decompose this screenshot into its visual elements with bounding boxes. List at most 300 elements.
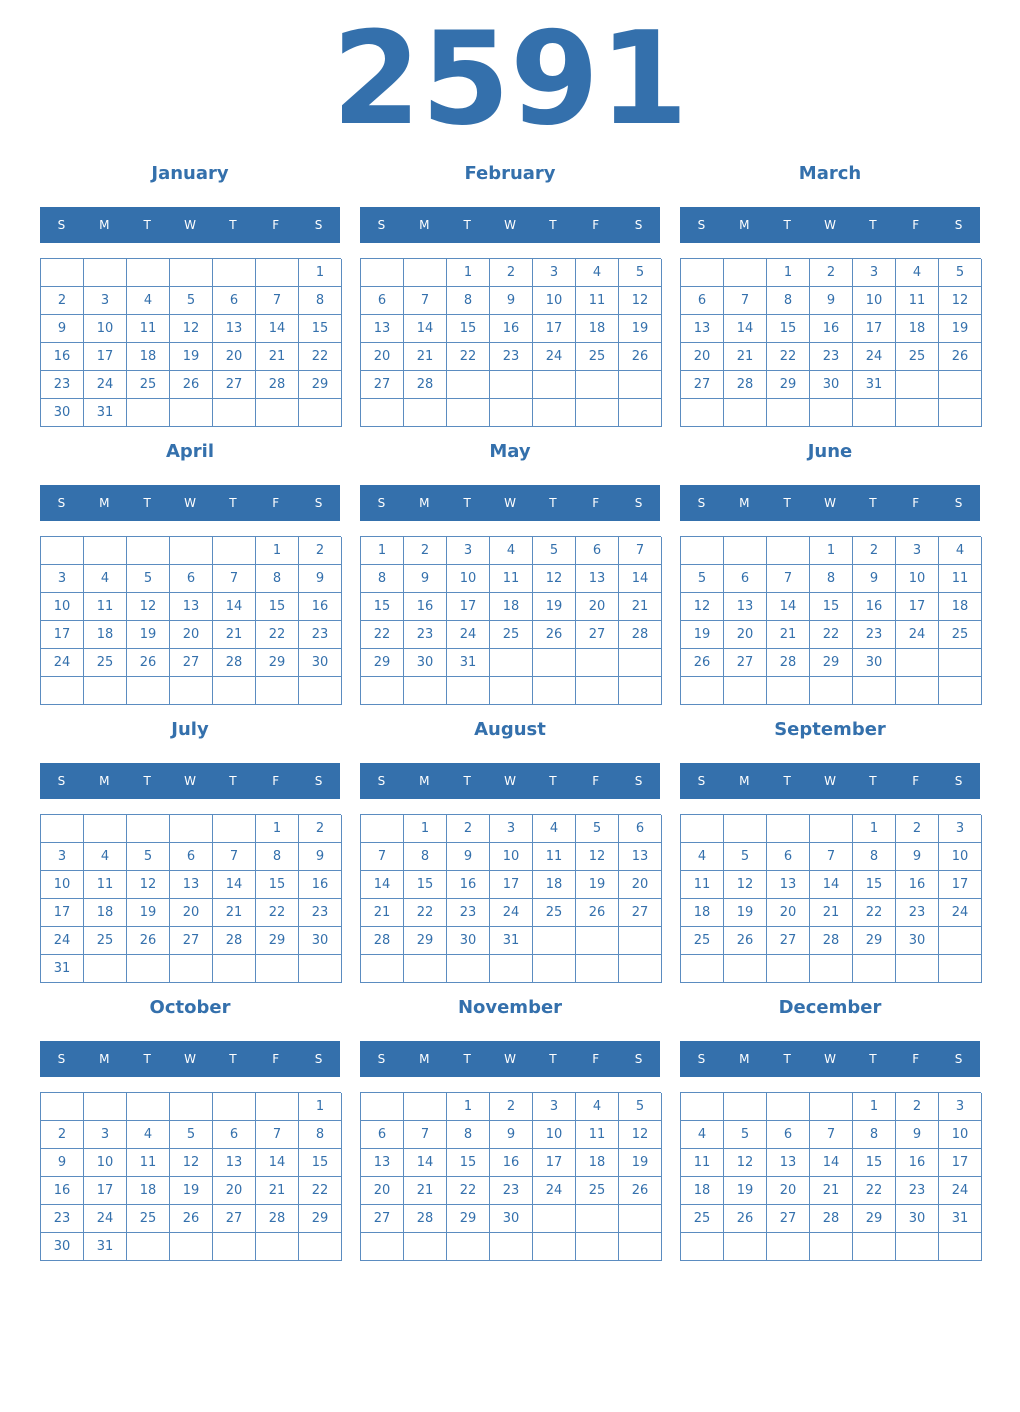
day-cell: 3 [41,843,84,871]
day-grid [40,1092,341,1261]
month-name: December [778,997,882,1018]
empty-cell [896,955,939,983]
day-cell: 20 [767,1177,810,1205]
day-cell: 7 [724,287,767,315]
weekday-label: T [463,496,471,510]
day-cell: 26 [170,1205,213,1233]
day-cell: 2 [299,815,342,843]
day-cell: 15 [447,1149,490,1177]
day-cell: 12 [127,871,170,899]
empty-cell [170,955,213,983]
day-cell: 29 [447,1205,490,1233]
day-cell: 4 [533,815,576,843]
day-cell: 23 [896,899,939,927]
empty-cell [724,1233,767,1261]
day-cell: 20 [724,621,767,649]
day-cell: 2 [299,537,342,565]
day-cell: 27 [724,649,767,677]
weekday-label: W [184,496,196,510]
day-cell: 29 [299,371,342,399]
day-cell: 6 [724,565,767,593]
day-cell: 20 [619,871,662,899]
day-cell: 22 [447,1177,490,1205]
day-cell: 14 [213,593,256,621]
day-cell: 16 [299,593,342,621]
day-cell: 17 [533,1149,576,1177]
day-cell: 24 [533,343,576,371]
empty-cell [619,677,662,705]
weekday-label: S [954,774,963,788]
weekday-label: M [99,496,110,510]
day-cell: 7 [256,287,299,315]
day-cell: 8 [361,565,404,593]
day-cell: 10 [490,843,533,871]
weekday-label: S [954,496,963,510]
day-cell: 11 [681,1149,724,1177]
empty-cell [724,537,767,565]
day-cell: 24 [84,1205,127,1233]
weekday-label: M [419,774,430,788]
weekday-label: W [824,1052,836,1066]
day-cell: 27 [681,371,724,399]
day-cell: 7 [213,843,256,871]
empty-cell [724,815,767,843]
empty-cell [299,1233,342,1261]
day-cell: 1 [256,815,299,843]
empty-cell [404,1233,447,1261]
day-cell: 14 [404,1149,447,1177]
day-cell: 8 [447,287,490,315]
day-cell: 25 [576,1177,619,1205]
empty-cell [533,1205,576,1233]
empty-cell [576,1233,619,1261]
day-cell: 21 [619,593,662,621]
day-cell: 14 [810,1149,853,1177]
empty-cell [447,399,490,427]
day-cell: 2 [490,259,533,287]
empty-cell [810,1093,853,1121]
weekday-label: S [314,218,323,232]
day-cell: 4 [84,843,127,871]
day-cell: 16 [404,593,447,621]
day-cell: 6 [619,815,662,843]
day-cell: 11 [939,565,982,593]
day-cell: 21 [404,343,447,371]
day-cell: 6 [767,843,810,871]
day-cell: 1 [447,1093,490,1121]
day-cell: 6 [170,843,213,871]
weekday-label: M [739,218,750,232]
weekday-header [40,1041,340,1077]
weekday-label: M [739,1052,750,1066]
empty-cell [896,1233,939,1261]
day-cell: 4 [490,537,533,565]
weekday-label: F [592,218,600,232]
empty-cell [84,815,127,843]
empty-cell [84,1093,127,1121]
day-cell: 3 [447,537,490,565]
day-cell: 14 [767,593,810,621]
weekday-header [40,485,340,521]
day-cell: 30 [490,1205,533,1233]
weekday-header [360,763,660,799]
day-grid [680,258,981,427]
empty-cell [170,815,213,843]
weekday-label: M [419,218,430,232]
weekday-label: S [377,774,386,788]
day-cell: 31 [84,399,127,427]
empty-cell [810,815,853,843]
day-cell: 31 [490,927,533,955]
day-cell: 14 [361,871,404,899]
weekday-label: T [143,774,151,788]
empty-cell [853,1233,896,1261]
day-cell: 11 [533,843,576,871]
empty-cell [576,371,619,399]
day-cell: 1 [767,259,810,287]
empty-cell [84,537,127,565]
day-cell: 22 [299,343,342,371]
day-cell: 15 [767,315,810,343]
empty-cell [361,259,404,287]
day-grid [680,536,981,705]
day-cell: 9 [447,843,490,871]
weekday-label: F [912,218,920,232]
empty-cell [127,677,170,705]
weekday-label: S [634,496,643,510]
weekday-label: W [824,774,836,788]
day-cell: 29 [853,927,896,955]
empty-cell [533,677,576,705]
empty-cell [576,677,619,705]
day-cell: 15 [256,593,299,621]
month-name: September [774,719,886,740]
day-cell: 16 [41,343,84,371]
weekday-label: S [377,496,386,510]
day-cell: 22 [256,899,299,927]
empty-cell [767,399,810,427]
weekday-header [360,1041,660,1077]
day-cell: 3 [533,259,576,287]
empty-cell [41,1093,84,1121]
weekday-label: S [954,218,963,232]
day-cell: 27 [361,1205,404,1233]
day-cell: 23 [299,899,342,927]
day-cell: 10 [853,287,896,315]
weekday-label: T [229,1052,237,1066]
day-cell: 5 [724,1121,767,1149]
day-grid [40,258,341,427]
day-cell: 5 [533,537,576,565]
empty-cell [533,399,576,427]
day-cell: 13 [681,315,724,343]
day-cell: 28 [361,927,404,955]
month-name: May [489,441,531,462]
day-cell: 20 [361,343,404,371]
month-name: April [165,441,215,462]
day-cell: 18 [576,1149,619,1177]
day-cell: 11 [127,315,170,343]
day-cell: 16 [490,1149,533,1177]
day-grid [680,1092,981,1261]
day-cell: 20 [361,1177,404,1205]
day-cell: 16 [41,1177,84,1205]
weekday-label: T [783,774,791,788]
empty-cell [767,1233,810,1261]
day-cell: 6 [361,287,404,315]
empty-cell [576,927,619,955]
day-cell: 25 [896,343,939,371]
weekday-label: F [592,1052,600,1066]
weekday-label: T [783,218,791,232]
day-cell: 3 [490,815,533,843]
weekday-label: W [504,1052,516,1066]
weekday-label: F [272,218,280,232]
day-cell: 12 [619,1121,662,1149]
weekday-label: S [954,1052,963,1066]
weekday-label: T [783,496,791,510]
empty-cell [619,399,662,427]
day-cell: 12 [939,287,982,315]
day-cell: 24 [896,621,939,649]
day-cell: 12 [576,843,619,871]
day-cell: 20 [213,1177,256,1205]
day-cell: 17 [533,315,576,343]
weekday-label: M [99,218,110,232]
empty-cell [576,649,619,677]
day-cell: 12 [619,287,662,315]
empty-cell [447,677,490,705]
empty-cell [447,955,490,983]
day-cell: 20 [767,899,810,927]
weekday-header [680,485,980,521]
day-cell: 31 [939,1205,982,1233]
empty-cell [361,1093,404,1121]
month-name: January [151,163,229,184]
day-cell: 12 [170,1149,213,1177]
day-cell: 29 [256,649,299,677]
day-cell: 11 [84,871,127,899]
day-cell: 22 [256,621,299,649]
day-cell: 10 [41,871,84,899]
day-cell: 16 [853,593,896,621]
empty-cell [256,259,299,287]
weekday-label: F [272,774,280,788]
empty-cell [361,1233,404,1261]
day-cell: 22 [447,343,490,371]
day-cell: 7 [810,843,853,871]
day-cell: 16 [896,1149,939,1177]
empty-cell [533,955,576,983]
day-cell: 19 [724,899,767,927]
empty-cell [213,677,256,705]
day-cell: 29 [767,371,810,399]
day-cell: 21 [810,1177,853,1205]
day-cell: 22 [810,621,853,649]
empty-cell [681,955,724,983]
weekday-label: W [184,218,196,232]
day-cell: 19 [533,593,576,621]
day-cell: 5 [619,1093,662,1121]
day-cell: 21 [213,621,256,649]
weekday-label: T [143,1052,151,1066]
weekday-label: W [504,218,516,232]
empty-cell [533,371,576,399]
day-cell: 18 [490,593,533,621]
empty-cell [619,371,662,399]
empty-cell [256,955,299,983]
empty-cell [681,677,724,705]
empty-cell [127,537,170,565]
empty-cell [619,1233,662,1261]
day-cell: 18 [533,871,576,899]
empty-cell [404,1093,447,1121]
empty-cell [213,955,256,983]
day-cell: 8 [299,287,342,315]
day-cell: 1 [853,1093,896,1121]
weekday-label: F [912,496,920,510]
weekday-label: S [57,218,66,232]
day-cell: 14 [213,871,256,899]
empty-cell [404,677,447,705]
day-cell: 8 [447,1121,490,1149]
day-cell: 2 [896,815,939,843]
day-cell: 9 [299,565,342,593]
day-cell: 17 [41,621,84,649]
day-cell: 19 [576,871,619,899]
month-name: July [171,719,209,740]
day-cell: 16 [810,315,853,343]
day-cell: 23 [41,371,84,399]
day-cell: 6 [361,1121,404,1149]
day-cell: 26 [681,649,724,677]
empty-cell [213,259,256,287]
day-cell: 27 [767,927,810,955]
day-cell: 25 [533,899,576,927]
day-cell: 24 [853,343,896,371]
empty-cell [939,927,982,955]
month-name: March [798,163,862,184]
day-cell: 26 [619,1177,662,1205]
day-cell: 7 [404,287,447,315]
day-cell: 30 [41,1233,84,1261]
empty-cell [619,1205,662,1233]
day-cell: 19 [170,343,213,371]
day-cell: 18 [896,315,939,343]
day-cell: 24 [447,621,490,649]
day-cell: 14 [724,315,767,343]
empty-cell [681,1233,724,1261]
day-cell: 25 [939,621,982,649]
day-cell: 6 [213,287,256,315]
day-cell: 14 [810,871,853,899]
day-cell: 2 [490,1093,533,1121]
day-cell: 31 [447,649,490,677]
day-cell: 4 [127,1121,170,1149]
day-cell: 19 [724,1177,767,1205]
day-cell: 7 [213,565,256,593]
day-cell: 13 [619,843,662,871]
empty-cell [404,259,447,287]
day-cell: 16 [299,871,342,899]
day-cell: 7 [361,843,404,871]
weekday-label: T [229,774,237,788]
weekday-label: T [549,218,557,232]
empty-cell [361,399,404,427]
weekday-label: W [504,774,516,788]
day-cell: 9 [810,287,853,315]
day-cell: 15 [299,315,342,343]
day-cell: 9 [490,287,533,315]
day-cell: 29 [256,927,299,955]
day-cell: 3 [939,1093,982,1121]
day-cell: 26 [576,899,619,927]
weekday-label: S [634,218,643,232]
weekday-header [40,763,340,799]
day-grid [360,536,661,705]
day-cell: 26 [724,1205,767,1233]
weekday-label: T [463,218,471,232]
empty-cell [490,1233,533,1261]
empty-cell [810,677,853,705]
day-cell: 17 [490,871,533,899]
day-cell: 17 [939,1149,982,1177]
day-cell: 27 [576,621,619,649]
empty-cell [213,1093,256,1121]
day-cell: 12 [127,593,170,621]
day-cell: 22 [853,899,896,927]
day-cell: 30 [41,399,84,427]
day-cell: 17 [84,343,127,371]
day-cell: 30 [404,649,447,677]
empty-cell [533,927,576,955]
empty-cell [896,399,939,427]
day-cell: 3 [84,1121,127,1149]
day-cell: 18 [84,621,127,649]
weekday-label: F [272,496,280,510]
day-cell: 19 [619,315,662,343]
empty-cell [724,955,767,983]
day-cell: 22 [299,1177,342,1205]
day-cell: 22 [404,899,447,927]
day-cell: 23 [299,621,342,649]
day-cell: 30 [853,649,896,677]
day-cell: 4 [576,1093,619,1121]
day-cell: 21 [810,899,853,927]
weekday-label: W [184,774,196,788]
day-cell: 4 [939,537,982,565]
day-cell: 11 [576,1121,619,1149]
weekday-label: F [592,496,600,510]
day-cell: 25 [84,649,127,677]
day-cell: 4 [576,259,619,287]
day-cell: 25 [84,927,127,955]
weekday-header [680,207,980,243]
weekday-label: W [504,496,516,510]
empty-cell [490,677,533,705]
empty-cell [853,677,896,705]
weekday-label: S [697,774,706,788]
day-cell: 5 [724,843,767,871]
day-cell: 3 [853,259,896,287]
empty-cell [490,371,533,399]
day-cell: 8 [404,843,447,871]
day-cell: 30 [447,927,490,955]
empty-cell [361,955,404,983]
day-cell: 16 [447,871,490,899]
day-cell: 19 [127,899,170,927]
day-cell: 7 [810,1121,853,1149]
